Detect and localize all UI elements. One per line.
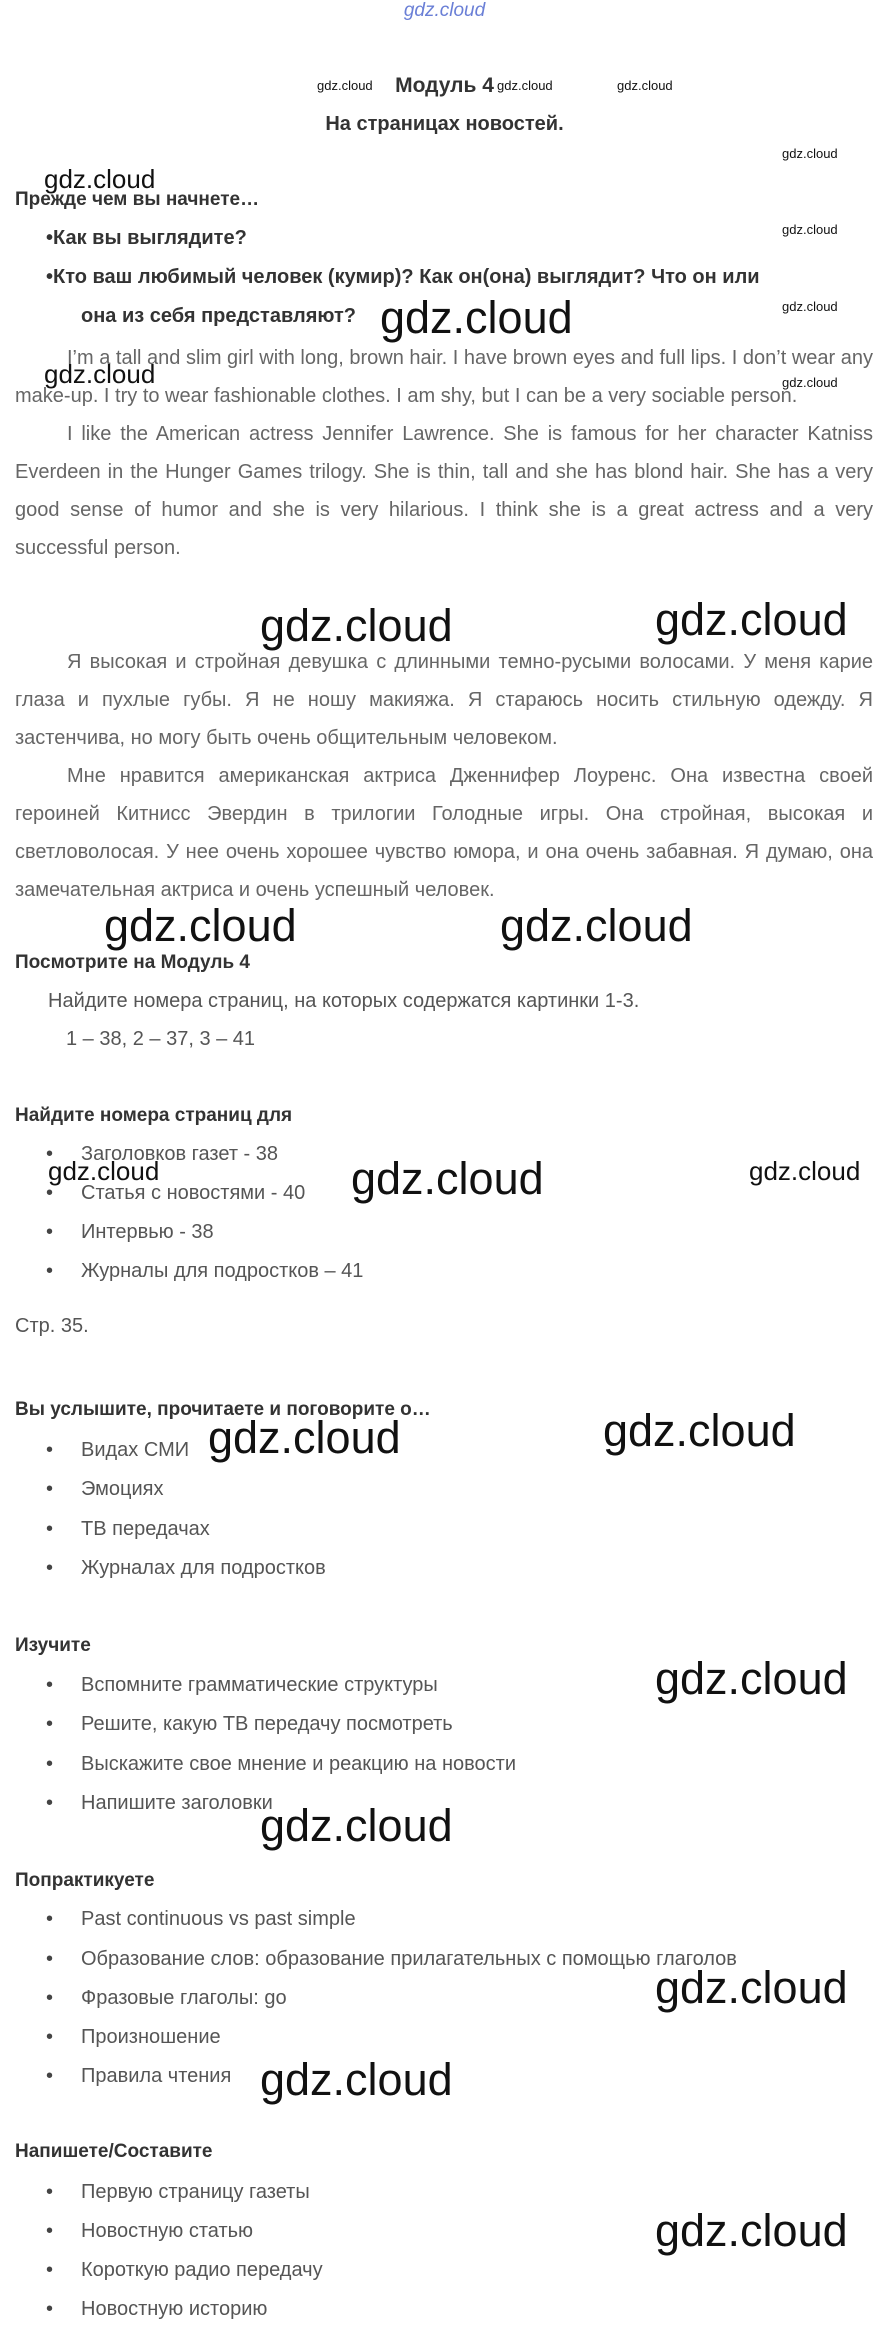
watermark: gdz.cloud <box>208 1412 401 1463</box>
watermark: gdz.cloud <box>351 1153 544 1204</box>
bullet-icon: • <box>46 1753 54 1775</box>
list-item-text: Новостную историю <box>81 2298 268 2320</box>
list-item-text: Напишите заголовки <box>81 1792 273 1814</box>
list-item <box>46 1948 737 1971</box>
bullet-icon: • <box>46 1557 54 1579</box>
find-pages-heading: Найдите номера страниц для <box>15 1105 293 1126</box>
watermark: gdz.cloud <box>260 1800 453 1851</box>
watermark: gdz.cloud <box>782 146 838 161</box>
russian-paragraph: Я высокая и стройная девушка с длинными темно-русыми волосами. У меня карие глаза и пухлые губы. Я не ношу макияжа. Я стараюсь носить стильную одежду. Я застенчива, но могу быть очень общительным человеком. <box>15 651 873 749</box>
list-item-text: Интервью - 38 <box>81 1221 214 1243</box>
bullet-icon: • <box>46 1987 54 2009</box>
list-item <box>46 1518 210 1541</box>
list-item-text: Решите, какую ТВ передачу посмотреть <box>81 1713 453 1735</box>
watermark: gdz.cloud <box>617 78 673 93</box>
learn-heading: Изучите <box>15 1635 91 1656</box>
watermark: gdz.cloud <box>104 900 297 951</box>
question-text: Как вы выглядите? <box>53 227 247 249</box>
top-logo: gdz.cloud <box>403 0 486 21</box>
bullet-icon: • <box>46 1674 54 1696</box>
question-item <box>46 227 247 250</box>
watermark: gdz.cloud <box>497 78 553 93</box>
bullet-icon: • <box>46 227 54 249</box>
watermark: gdz.cloud <box>380 292 573 343</box>
list-item <box>46 1439 189 1462</box>
list-item-text: Образование слов: образование прилагательных с помощью глаголов <box>81 1948 737 1970</box>
list-item <box>46 2181 310 2204</box>
bullet-icon: • <box>46 2181 54 2203</box>
module-subtitle: На страницах новостей. <box>325 113 564 135</box>
list-item <box>46 1987 287 2010</box>
before-start-heading: Прежде чем вы начнете… <box>15 189 260 210</box>
hear-read-heading: Вы услышите, прочитаете и поговорите о… <box>15 1399 431 1420</box>
look-module-task: Найдите номера страниц, на которых содержатся картинки 1-3. <box>48 990 640 1012</box>
list-item-text: Фразовые глаголы: go <box>81 1987 287 2009</box>
page-reference: Стр. 35. <box>15 1315 89 1337</box>
list-item <box>46 2065 231 2088</box>
russian-text-block <box>15 643 873 909</box>
bullet-icon: • <box>46 1260 54 1282</box>
bullet-icon: • <box>46 2298 54 2320</box>
bullet-icon: • <box>46 1948 54 1970</box>
russian-paragraph: Мне нравится американская актриса Дженнифер Лоуренс. Она известна своей героиней Китнисс Эвердин в трилогии Голодные игры. Она стройная, высокая и светловолосая. У нее очень хорошее чувство юмора, и она очень забавная. Я думаю, она замечательная актриса и очень успешный человек. <box>15 765 873 901</box>
bullet-icon: • <box>46 266 54 288</box>
watermark: gdz.cloud <box>260 600 453 651</box>
bullet-icon: • <box>46 1518 54 1540</box>
bullet-icon: • <box>46 2220 54 2242</box>
list-item-text: Вспомните грамматические структуры <box>81 1674 438 1696</box>
watermark: gdz.cloud <box>655 594 848 645</box>
watermark: gdz.cloud <box>782 375 838 390</box>
list-item <box>46 2259 323 2282</box>
bullet-icon: • <box>46 1439 54 1461</box>
watermark: gdz.cloud <box>44 164 156 194</box>
bullet-icon: • <box>46 2026 54 2048</box>
list-item <box>46 1753 516 1776</box>
bullet-icon: • <box>46 1478 54 1500</box>
watermark: gdz.cloud <box>603 1405 796 1456</box>
module-title: Модуль 4 <box>395 74 494 97</box>
list-item-text: Статья с новостями - 40 <box>81 1182 306 1204</box>
bullet-icon: • <box>46 2065 54 2087</box>
list-item <box>46 1674 438 1697</box>
list-item-text: Произношение <box>81 2026 221 2048</box>
bullet-icon: • <box>46 1713 54 1735</box>
watermark: gdz.cloud <box>500 900 693 951</box>
list-item <box>46 1792 273 1815</box>
watermark: gdz.cloud <box>655 1962 848 2013</box>
watermark: gdz.cloud <box>655 1653 848 1704</box>
bullet-icon: • <box>46 1182 54 1204</box>
bullet-icon: • <box>46 1221 54 1243</box>
list-item-text: Журналах для подростков <box>81 1557 326 1579</box>
bullet-icon: • <box>46 1908 54 1930</box>
list-item-text: Новостную статью <box>81 2220 254 2242</box>
list-item <box>46 2026 221 2049</box>
list-item-text: Эмоциях <box>81 1478 164 1500</box>
list-item <box>46 1478 163 1501</box>
list-item <box>46 2298 267 2321</box>
english-paragraph: I like the American actress Jennifer Lawrence. She is famous for her character Katniss Everdeen in the Hunger Games trilogy. She is thin, tall and she has blond hair. She has a very good sense of humor and she is very hilarious. I think she is a great actress and a very successful person. <box>15 423 873 559</box>
question-item <box>46 266 760 289</box>
bullet-icon: • <box>46 2259 54 2281</box>
list-item-text: Первую страницу газеты <box>81 2181 310 2203</box>
question-text: она из себя представляют? <box>81 305 356 327</box>
english-text-block <box>15 339 873 567</box>
look-module-heading: Посмотрите на Модуль 4 <box>15 952 250 973</box>
write-heading: Напишете/Составите <box>15 2141 213 2162</box>
bullet-icon: • <box>46 1792 54 1814</box>
watermark: gdz.cloud <box>48 1156 160 1186</box>
list-item <box>46 1260 363 1283</box>
list-item-text: Видах СМИ <box>81 1439 190 1461</box>
question-text: Кто ваш любимый человек (кумир)? Как он(она) выглядит? Что он или <box>53 266 760 288</box>
list-item-text: ТВ передачах <box>81 1518 210 1540</box>
bullet-icon: • <box>46 1143 54 1165</box>
watermark: gdz.cloud <box>260 2054 453 2105</box>
watermark: gdz.cloud <box>782 222 838 237</box>
list-item <box>46 1182 305 1205</box>
list-item-text: Правила чтения <box>81 2065 232 2087</box>
look-module-answer: 1 – 38, 2 – 37, 3 – 41 <box>66 1028 256 1050</box>
watermark: gdz.cloud <box>317 78 373 93</box>
list-item <box>46 1908 356 1931</box>
watermark: gdz.cloud <box>655 2205 848 2256</box>
list-item <box>46 2220 253 2243</box>
list-item <box>46 1713 453 1736</box>
list-item-text: Заголовков газет - 38 <box>81 1143 279 1165</box>
list-item-text: Журналы для подростков – 41 <box>81 1260 364 1282</box>
watermark: gdz.cloud <box>749 1156 861 1186</box>
list-item-text: Выскажите свое мнение и реакцию на новости <box>81 1753 516 1775</box>
english-paragraph: I’m a tall and slim girl with long, brown hair. I have brown eyes and full lips. I don’t wear any make-up. I try to wear fashionable clothes. I am shy, but I can be a very sociable person. <box>15 347 873 407</box>
list-item-text: Past continuous vs past simple <box>81 1908 356 1930</box>
practice-heading: Попрактикуете <box>15 1870 155 1891</box>
list-item <box>46 1221 214 1244</box>
watermark: gdz.cloud <box>782 299 838 314</box>
list-item <box>46 1557 326 1580</box>
list-item-text: Короткую радио передачу <box>81 2259 323 2281</box>
watermark: gdz.cloud <box>44 359 156 389</box>
